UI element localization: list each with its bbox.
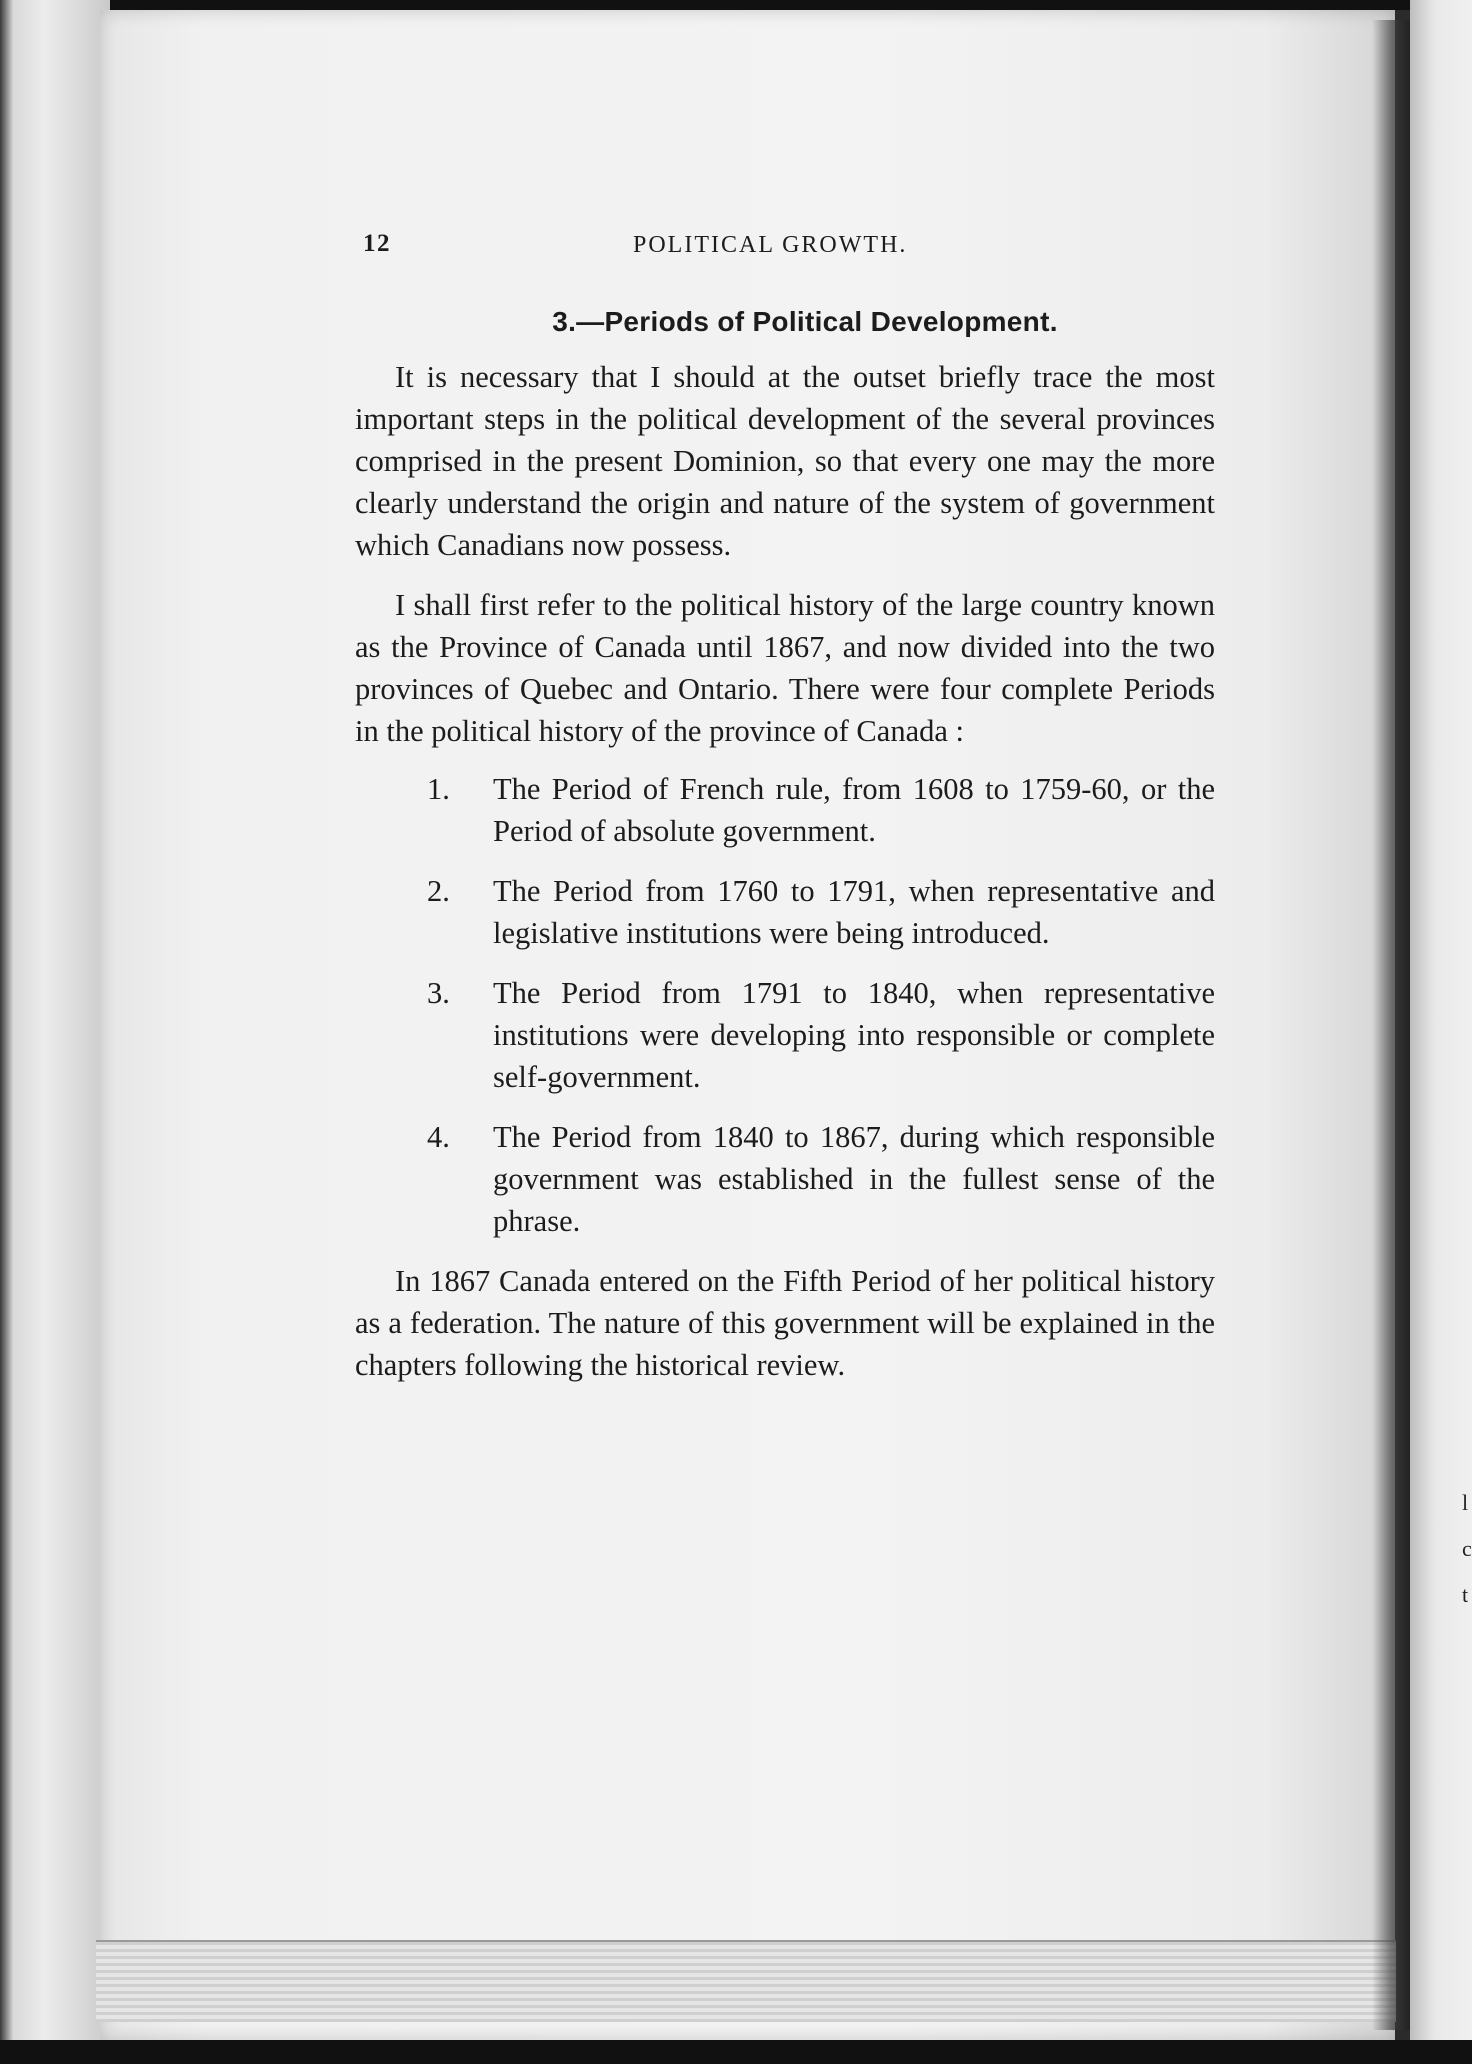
list-item-number: 2. bbox=[427, 874, 450, 908]
paragraph-fifth-period: In 1867 Canada entered on the Fifth Period of her political history as a federation. The nature of this government will be explained in the chapters following the historical review. bbox=[355, 1264, 1215, 1382]
page-stack-edges bbox=[96, 1940, 1396, 2022]
list-item bbox=[355, 972, 1215, 1098]
list-item-text: The Period from 1840 to 1867, during which responsible government was established in the fullest sense of the phrase. bbox=[493, 1120, 1215, 1238]
periods-list bbox=[355, 768, 1215, 1242]
page-number: 12 bbox=[363, 230, 391, 257]
facing-page-mark: l bbox=[1462, 1490, 1469, 1515]
list-item-number: 1. bbox=[427, 772, 450, 806]
list-item-number: 3. bbox=[427, 976, 450, 1010]
left-page-edges bbox=[0, 0, 110, 2064]
list-item-text: The Period from 1791 to 1840, when representative institutions were developing into responsible or complete self-government. bbox=[493, 976, 1215, 1094]
facing-page-mark: t bbox=[1462, 1582, 1469, 1607]
scan-bottom-border bbox=[0, 2040, 1472, 2064]
list-item bbox=[355, 1116, 1215, 1242]
running-head-title: POLITICAL GROWTH. bbox=[633, 232, 908, 258]
list-item-text: The Period from 1760 to 1791, when representative and legislative institutions were being introduced. bbox=[493, 874, 1215, 950]
list-item bbox=[355, 768, 1215, 852]
paragraph-province-history: I shall first refer to the political history of the large country known as the Province of Canada until 1867, and now divided into the two provinces of Quebec and Ontario. There were four complete Periods in the political history of the province of Canada : bbox=[355, 588, 1215, 748]
list-item-number: 4. bbox=[427, 1120, 450, 1154]
running-head bbox=[355, 230, 1215, 270]
spine-shadow bbox=[1372, 20, 1412, 2030]
list-item bbox=[355, 870, 1215, 954]
scan-top-border bbox=[0, 0, 1472, 10]
facing-page-text-fragments bbox=[1462, 1480, 1472, 1618]
section-heading: 3.—Periods of Political Development. bbox=[552, 306, 1058, 337]
facing-page-edge bbox=[1410, 0, 1472, 2064]
facing-page-mark: c bbox=[1462, 1536, 1472, 1561]
page-text-block bbox=[355, 230, 1215, 1386]
list-item-text: The Period of French rule, from 1608 to 1759-60, or the Period of absolute government. bbox=[493, 772, 1215, 848]
paragraph-intro: It is necessary that I should at the outset briefly trace the most important steps in the political development of the several provinces comprised in the present Dominion, so that every one may the more clearly understand the origin and nature of the system of government which Canadians now possess. bbox=[355, 360, 1215, 562]
